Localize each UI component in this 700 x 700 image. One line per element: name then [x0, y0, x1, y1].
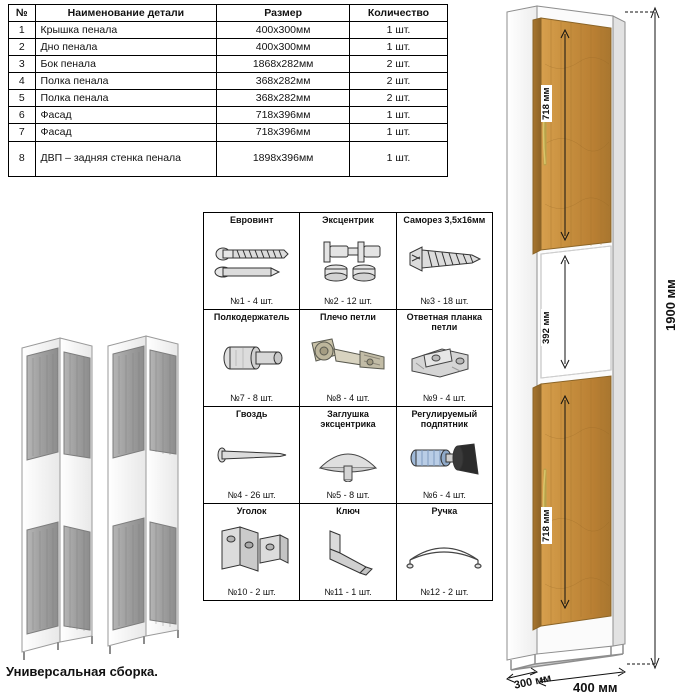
euro-screw-icon — [206, 226, 297, 296]
col-header-no: № — [9, 5, 36, 22]
cell-name: Фасад — [35, 124, 217, 141]
cell-size: 1898х396мм — [217, 141, 350, 176]
hardware-cell-cam-lock — [300, 213, 396, 310]
table-row — [9, 141, 448, 176]
hardware-qty: №7 - 8 шт. — [230, 393, 274, 403]
hardware-cell-self-tapping-screw — [396, 213, 492, 310]
cell-no: 1 — [9, 22, 36, 39]
dim-label-bottom-door: 718 мм — [541, 509, 552, 542]
hardware-row — [204, 213, 493, 310]
cell-name: Крышка пенала — [35, 22, 217, 39]
hardware-qty: №12 - 2 шт. — [420, 587, 469, 597]
hardware-cell-shelf-support — [204, 310, 300, 407]
dim-label-total-height: 1900 мм — [663, 276, 678, 334]
hardware-qty: №10 - 2 шт. — [227, 587, 276, 597]
assembly-caption: Универсальная сборка. — [6, 664, 158, 679]
assembly-illustration — [8, 330, 198, 660]
cabinet-door-top — [533, 18, 611, 254]
cell-qty: 2 шт. — [349, 73, 447, 90]
col-header-qty: Количество — [349, 5, 447, 22]
cell-qty: 2 шт. — [349, 56, 447, 73]
cell-no: 8 — [9, 141, 36, 176]
col-header-size: Размер — [217, 5, 350, 22]
cell-no: 3 — [9, 56, 36, 73]
assembly-cabinet-left — [22, 338, 92, 660]
table-row — [9, 73, 448, 90]
parts-table — [8, 4, 448, 177]
hardware-qty: №4 - 26 шт. — [227, 490, 276, 500]
hardware-title: Гвоздь — [235, 409, 268, 419]
dim-label-top-door: 718 мм — [541, 87, 552, 120]
hardware-grid — [203, 212, 493, 601]
allen-key-icon — [302, 517, 393, 587]
hardware-qty: №2 - 12 шт. — [323, 296, 372, 306]
hinge-plate-icon — [399, 333, 490, 393]
cell-no: 6 — [9, 107, 36, 124]
cell-size: 368х282мм — [217, 73, 350, 90]
table-row — [9, 90, 448, 107]
cell-name: ДВП – задняя стенка пенала — [35, 141, 217, 176]
cam-lock-icon — [302, 226, 393, 296]
cabinet-drawing — [495, 4, 695, 694]
hardware-qty: №11 - 1 шт. — [324, 587, 372, 597]
hardware-title: Ответная планка петли — [406, 312, 483, 332]
hardware-title: Уголок — [236, 506, 267, 516]
hardware-cell-nail — [204, 407, 300, 504]
cell-name: Фасад — [35, 107, 217, 124]
cell-no: 7 — [9, 124, 36, 141]
hardware-qty: №3 - 18 шт. — [420, 296, 469, 306]
cell-size: 718х396мм — [217, 124, 350, 141]
hardware-row — [204, 407, 493, 504]
hardware-title: Полкодержатель — [213, 312, 290, 322]
cell-qty: 1 шт. — [349, 124, 447, 141]
table-header-row — [9, 5, 448, 22]
hardware-title: Заглушка эксцентрика — [320, 409, 376, 429]
cell-no: 4 — [9, 73, 36, 90]
hardware-cell-allen-key — [300, 504, 396, 601]
cell-size: 368х282мм — [217, 90, 350, 107]
cell-name: Полка пенала — [35, 90, 217, 107]
cam-cap-icon — [302, 430, 393, 490]
cell-name: Полка пенала — [35, 73, 217, 90]
table-row — [9, 22, 448, 39]
hardware-title: Ключ — [336, 506, 360, 516]
hardware-qty: №6 - 4 шт. — [422, 490, 466, 500]
hardware-cell-corner-bracket — [204, 504, 300, 601]
cell-qty: 2 шт. — [349, 90, 447, 107]
cell-name: Дно пенала — [35, 39, 217, 56]
cabinet-door-bottom — [533, 376, 611, 630]
hardware-title: Саморез 3,5х16мм — [403, 215, 486, 225]
hardware-title: Ручка — [431, 506, 458, 516]
nail-icon — [206, 420, 297, 490]
dim-label-middle: 392 мм — [541, 311, 552, 344]
cell-size: 400х300мм — [217, 39, 350, 56]
dimension-total-height — [625, 8, 659, 668]
hardware-row — [204, 504, 493, 601]
hardware-title: Регулируемый подпятник — [411, 409, 478, 429]
cell-name: Бок пенала — [35, 56, 217, 73]
hardware-cell-hinge-plate — [396, 310, 492, 407]
cell-size: 718х396мм — [217, 107, 350, 124]
adjustable-foot-icon — [399, 430, 490, 490]
table-row — [9, 56, 448, 73]
cell-qty: 1 шт. — [349, 141, 447, 176]
dim-label-width: 400 мм — [573, 680, 618, 695]
hardware-qty: №8 - 4 шт. — [326, 393, 370, 403]
hardware-qty: №1 - 4 шт. — [230, 296, 274, 306]
cell-size: 400х300мм — [217, 22, 350, 39]
table-row — [9, 39, 448, 56]
handle-icon — [399, 517, 490, 587]
hardware-qty: №5 - 8 шт. — [326, 490, 370, 500]
hardware-cell-hinge-arm — [300, 310, 396, 407]
table-row — [9, 124, 448, 141]
hardware-title: Еврoвинт — [229, 215, 274, 225]
cell-qty: 1 шт. — [349, 107, 447, 124]
cell-size: 1868х282мм — [217, 56, 350, 73]
hardware-cell-euro-screw — [204, 213, 300, 310]
hardware-cell-cam-cap — [300, 407, 396, 504]
hinge-arm-icon — [302, 323, 393, 393]
hardware-qty: №9 - 4 шт. — [422, 393, 466, 403]
assembly-cabinet-right — [108, 336, 178, 654]
cell-qty: 1 шт. — [349, 22, 447, 39]
hardware-cell-adjustable-foot — [396, 407, 492, 504]
col-header-name: Наименование детали — [35, 5, 217, 22]
corner-bracket-icon — [206, 517, 297, 587]
hardware-title: Плечо петли — [320, 312, 376, 322]
hardware-row — [204, 310, 493, 407]
cell-no: 2 — [9, 39, 36, 56]
dim-label-depth: 300 мм — [513, 672, 553, 692]
shelf-support-icon — [206, 323, 297, 393]
table-row — [9, 107, 448, 124]
hardware-title: Эксцентрик — [322, 215, 374, 225]
self-tapping-screw-icon — [399, 226, 490, 296]
cell-qty: 1 шт. — [349, 39, 447, 56]
hardware-cell-handle — [396, 504, 492, 601]
cell-no: 5 — [9, 90, 36, 107]
